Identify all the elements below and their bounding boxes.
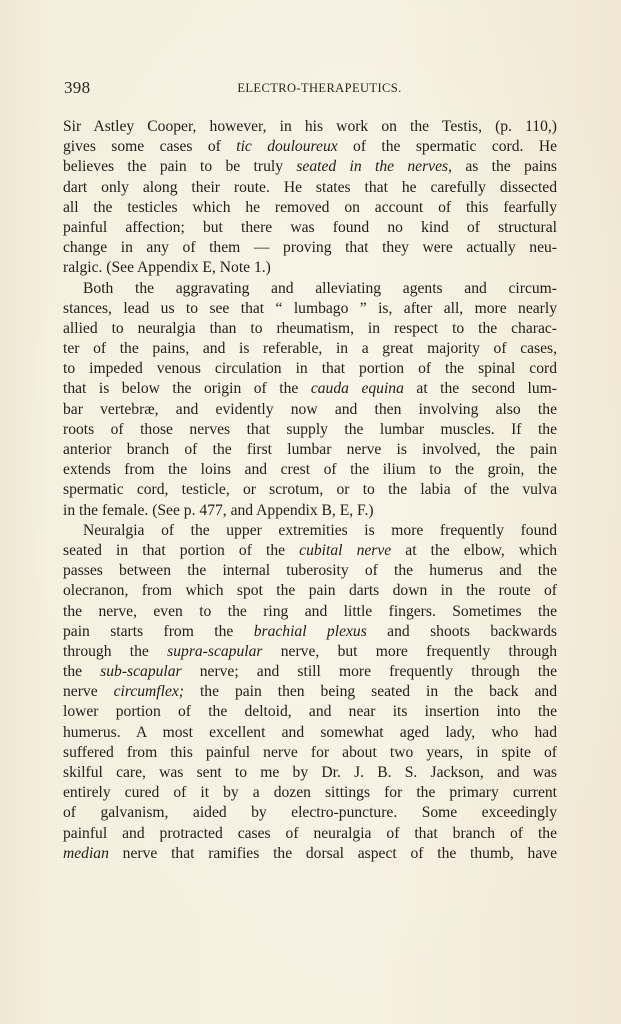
text-segment: roots of those nerves that supply the lumbar muscles. If the [63, 420, 557, 438]
text-segment: Neuralgia of the upper extremities is more frequently found [83, 521, 557, 539]
text-line [63, 844, 557, 864]
text-segment: of the spermatic cord. He [337, 138, 557, 156]
italic-term: supra-scapular [167, 642, 263, 660]
text-segment: nerve; and still more frequently through the [181, 663, 557, 681]
text-segment: of galvanism, aided by electro-puncture. Some exceedingly [63, 804, 557, 822]
text-segment: , as the pains [448, 158, 557, 176]
text-segment: extends from the loins and crest of the ilium to the groin, the [63, 461, 557, 479]
page-number: 398 [64, 78, 91, 97]
text-line [63, 763, 557, 783]
text-line [63, 521, 557, 541]
text-line [63, 662, 557, 682]
text-line [63, 420, 557, 440]
italic-term: sub-scapular [100, 663, 182, 681]
text-line [63, 501, 557, 521]
text-line [63, 581, 557, 601]
running-head: ELECTRO-THERAPEUTICS. [237, 81, 402, 95]
body-text [63, 117, 557, 864]
text-line [63, 279, 557, 299]
text-segment: ter of the pains, and is referable, in a great majority of cases, [63, 340, 557, 358]
text-segment: believes the pain to be truly [63, 158, 297, 176]
text-segment: through the [63, 642, 168, 660]
text-segment: skilful care, was sent to me by Dr. J. B. S. Jackson, and was [63, 764, 557, 781]
text-segment: allied to neuralgia than to rheumatism, in respect to the charac- [63, 319, 557, 337]
text-segment: nerve [63, 683, 114, 701]
text-line [63, 642, 557, 662]
text-segment: Sir Astley Cooper, however, in his work on the Testis, (p. 110,) [63, 118, 557, 135]
italic-term: seated in the nerves [296, 158, 449, 176]
text-segment: and shoots backwards [366, 622, 557, 640]
text-line [63, 359, 557, 379]
text-segment: pain starts from the [63, 622, 254, 640]
text-segment: spermatic cord, testicle, or scrotum, or to the labia of the vulva [63, 481, 557, 499]
text-line [63, 602, 557, 622]
text-segment: painful and protracted cases of neuralgia of that branch of the [63, 824, 557, 842]
text-segment: passes between the internal tuberosity of the humerus and the [63, 562, 557, 580]
text-segment: dart only along their route. He states that he carefully dissected [63, 178, 557, 196]
italic-term: cubital nerve [299, 541, 392, 559]
text-segment: at the second lum- [403, 380, 557, 398]
text-line [63, 824, 557, 844]
text-line [63, 319, 557, 339]
text-line [63, 460, 557, 480]
text-segment: Both the aggravating and alleviating agents and circum- [83, 279, 557, 297]
text-line [63, 622, 557, 642]
text-line [63, 783, 557, 803]
text-line [63, 400, 557, 420]
text-line [63, 561, 557, 581]
text-segment: anterior branch of the first lumbar nerve is involved, the pain [63, 441, 557, 458]
text-segment: olecranon, from which spot the pain darts down in the route of [63, 582, 557, 600]
text-segment: the pain then being seated in the back and [184, 683, 557, 701]
text-segment: to impeded venous circulation in that portion of the spinal cord [63, 360, 557, 378]
italic-term: brachial plexus [253, 622, 367, 640]
text-segment: at the elbow, which [391, 541, 557, 559]
text-line [63, 682, 557, 702]
text-line [63, 178, 557, 198]
text-line [63, 723, 557, 743]
text-line [63, 803, 557, 823]
text-line [63, 258, 557, 278]
text-segment: change in any of them — proving that they were actually neu- [63, 239, 557, 257]
text-segment: suffered from this painful nerve for about two years, in spite of [63, 743, 557, 761]
text-line [63, 379, 557, 399]
text-segment: that is below the origin of the [63, 380, 311, 398]
text-segment: seated in that portion of the [63, 541, 300, 559]
text-line [63, 702, 557, 722]
text-segment: ralgic. (See Appendix E, Note 1.) [63, 259, 271, 277]
text-line [63, 743, 557, 763]
text-line [63, 238, 557, 258]
text-segment: stances, lead us to see that “ lumbago ” is, after all, more nearly [63, 299, 557, 317]
text-segment: in the female. (See p. 477, and Appendix B, E, F.) [63, 501, 374, 519]
italic-term: circumflex; [113, 683, 185, 701]
text-line [63, 440, 557, 460]
text-line [63, 137, 557, 157]
text-segment: the nerve, even to the ring and little fingers. Sometimes the [63, 602, 557, 620]
text-line [63, 339, 557, 359]
text-segment: all the testicles which he removed on account of this fearfully [63, 198, 557, 216]
text-segment: nerve, but more frequently through [262, 642, 557, 660]
text-line [63, 157, 557, 177]
text-segment: lower portion of the deltoid, and near its insertion into the [63, 703, 557, 721]
text-segment: entirely cured of it by a dozen sittings for the primary current [63, 784, 557, 802]
text-segment: humerus. A most excellent and somewhat aged lady, who had [63, 723, 557, 741]
page-header [64, 78, 557, 100]
text-line [63, 117, 557, 137]
text-segment: the [63, 663, 101, 681]
italic-term: median [63, 844, 109, 862]
text-line [63, 218, 557, 238]
text-segment: nerve that ramifies the dorsal aspect of the thumb, have [108, 844, 557, 862]
text-line [63, 299, 557, 319]
text-line [63, 198, 557, 218]
text-segment: gives some cases of [63, 138, 237, 156]
italic-term: cauda equina [310, 380, 404, 398]
text-segment: bar vertebræ, and evidently now and then involving also the [63, 400, 557, 418]
italic-term: tic douloureux [236, 138, 338, 156]
text-line [63, 541, 557, 561]
text-segment: painful affection; but there was found no kind of structural [63, 218, 557, 236]
text-line [63, 480, 557, 500]
